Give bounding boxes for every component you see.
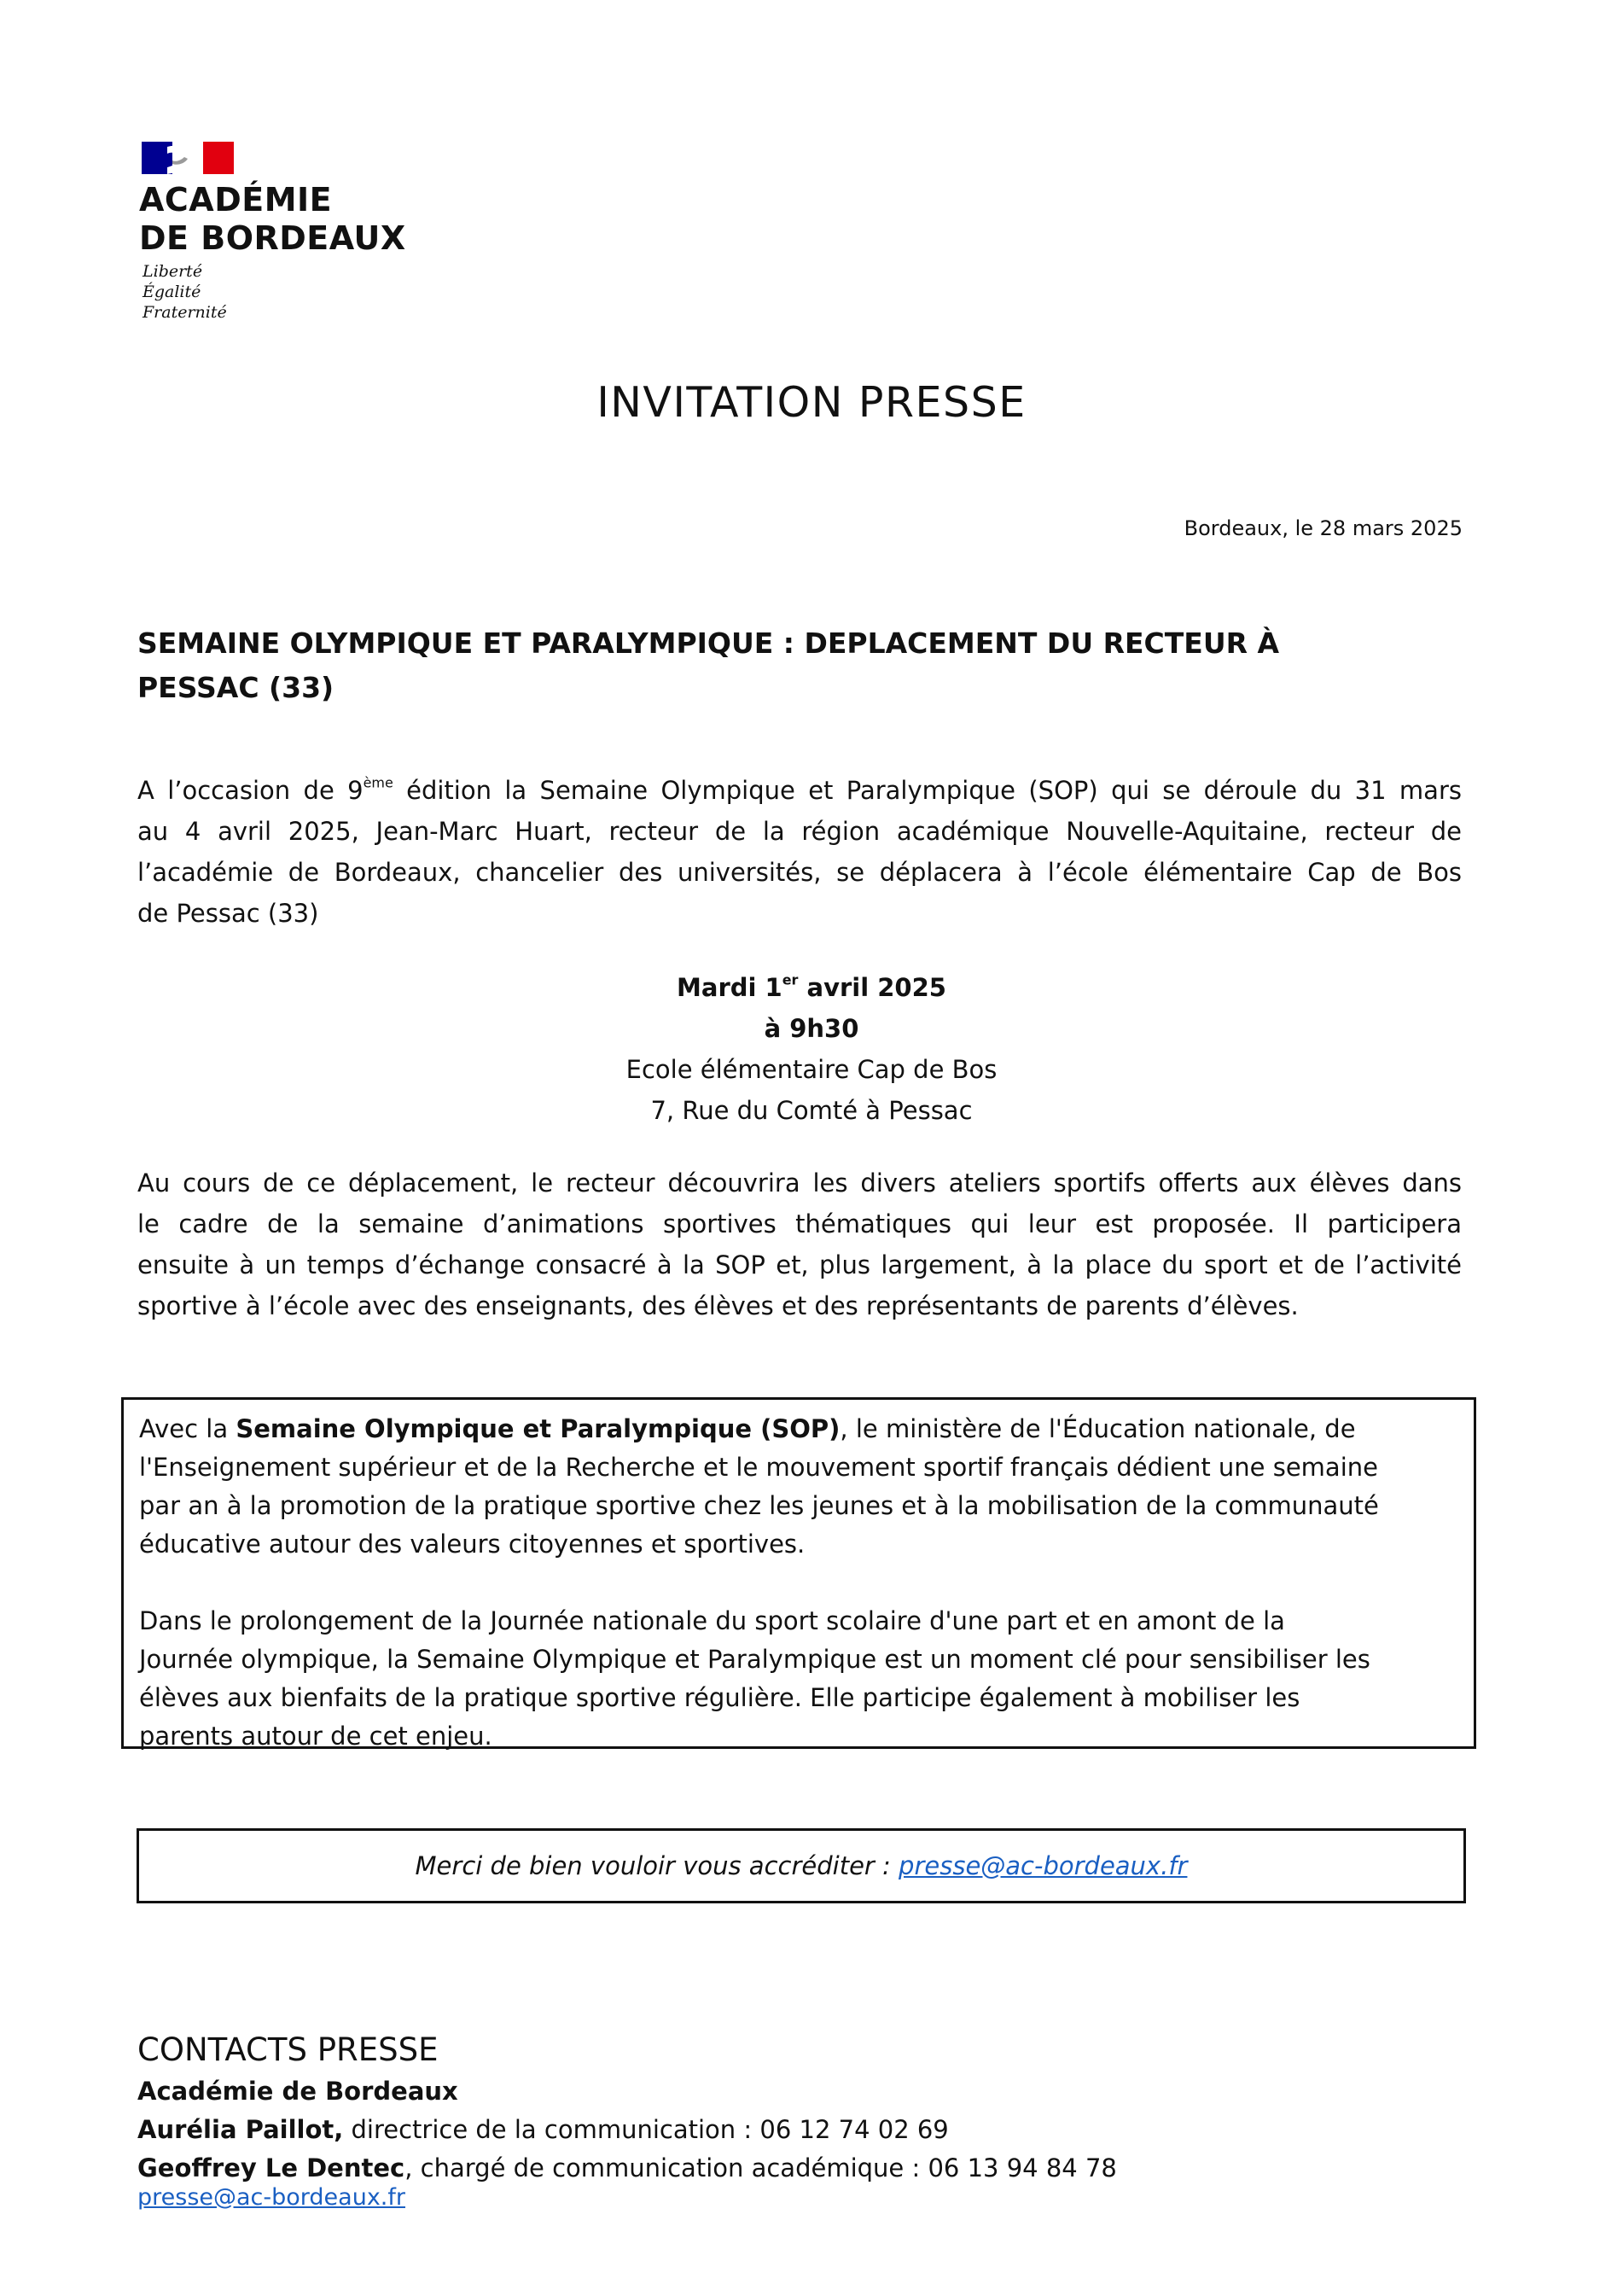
intro-line <box>137 770 1462 811</box>
intro-line: l’académie de Bordeaux, chancelier des universités, se déplacera à l’école élémentaire Cap de Bos <box>137 858 1462 887</box>
contact-organization <box>137 2072 458 2111</box>
event-day-superscript: er <box>782 971 799 988</box>
body-line: Au cours de ce déplacement, le recteur découvrira les divers ateliers sportifs offerts aux élèves dans <box>137 1168 1462 1198</box>
accreditation-email-link[interactable]: presse@ac-bordeaux.fr <box>899 1851 1188 1880</box>
institution-name-line2: DE BORDEAUX <box>139 219 406 257</box>
body-line: sportive à l’école avec des enseignants, des élèves et des représentants de parents d’élèves. <box>137 1291 1299 1320</box>
event-day-text: Mardi 1 <box>677 973 782 1002</box>
body-line: ensuite à un temps d’échange consacré à la SOP et, plus largement, à la place du sport et de l’activité <box>137 1250 1462 1279</box>
body-paragraph <box>137 1163 1462 1326</box>
box-text: Avec la <box>139 1414 236 1443</box>
box-text: , le ministère de l'Éducation nationale, de <box>840 1414 1356 1443</box>
contact-role: , chargé de communication académique : 06 13 94 84 78 <box>404 2153 1117 2182</box>
contact-name: Aurélia Paillot, <box>137 2115 344 2144</box>
box-line: éducative autour des valeurs citoyennes et sportives. <box>139 1530 806 1559</box>
institution-name <box>139 181 406 258</box>
box-line: Journée olympique, la Semaine Olympique et Paralympique est un moment clé pour sensibiliser les <box>139 1645 1370 1674</box>
republic-motto <box>143 261 227 323</box>
intro-paragraph <box>137 770 1462 934</box>
body-line: le cadre de la semaine d’animations sportives thématiques qui leur est proposée. Il participera <box>137 1209 1462 1238</box>
contact-email-link[interactable]: presse@ac-bordeaux.fr <box>137 2184 405 2211</box>
contact-row <box>137 2111 949 2149</box>
intro-line: de Pessac (33) <box>137 899 319 928</box>
document-title: INVITATION PRESSE <box>596 378 1027 427</box>
headline-line2: PESSAC (33) <box>137 671 334 704</box>
event-details <box>0 967 1623 1131</box>
event-time: à 9h30 <box>764 1014 859 1043</box>
paragraph-gap <box>139 1564 1467 1602</box>
institution-name-line1: ACADÉMIE <box>139 181 333 219</box>
box-line: Dans le prolongement de la Journée nationale du sport scolaire d'une part et en amont de la <box>139 1606 1285 1635</box>
event-place: Ecole élémentaire Cap de Bos <box>625 1055 998 1084</box>
motto-fraternite: Fraternité <box>143 303 227 322</box>
contact-role: directrice de la communication : 06 12 74 02 69 <box>343 2115 949 2144</box>
headline-line1: SEMAINE OLYMPIQUE ET PARALYMPIQUE : DEPLACEMENT DU RECTEUR À <box>137 626 1280 660</box>
accreditation-text: Merci de bien vouloir vous accréditer : <box>415 1851 899 1880</box>
event-address: 7, Rue du Comté à Pessac <box>650 1096 973 1125</box>
contacts-title: CONTACTS PRESSE <box>137 2031 439 2068</box>
intro-line: au 4 avril 2025, Jean-Marc Huart, recteur de la région académique Nouvelle-Aquitaine, recteur de <box>137 817 1462 846</box>
organization-name: Académie de Bordeaux <box>137 2077 458 2106</box>
contact-name: Geoffrey Le Dentec <box>137 2153 405 2182</box>
event-day-text: avril 2025 <box>798 973 946 1002</box>
sop-info-box <box>121 1397 1476 1749</box>
headline <box>137 621 1469 710</box>
accreditation-box <box>137 1828 1466 1903</box>
box-line: l'Enseignement supérieur et de la Recherche et le mouvement sportif français dédient une semaine <box>139 1453 1378 1482</box>
document-date: Bordeaux, le 28 mars 2025 <box>1184 516 1463 540</box>
marianne-logo-icon <box>142 142 234 174</box>
sop-info-text <box>139 1410 1467 1756</box>
box-line: élèves aux bienfaits de la pratique sportive régulière. Elle participe également à mobiliser les <box>139 1683 1300 1712</box>
intro-text: édition la Semaine Olympique et Paralympique (SOP) qui se déroule du 31 mars <box>393 776 1462 805</box>
box-line: par an à la promotion de la pratique sportive chez les jeunes et à la mobilisation de la communauté <box>139 1491 1379 1520</box>
motto-egalite: Égalité <box>143 283 201 301</box>
box-line <box>139 1410 1467 1448</box>
box-line: parents autour de cet enjeu. <box>139 1722 492 1751</box>
intro-text: A l’occasion de 9 <box>137 776 364 805</box>
motto-liberte: Liberté <box>143 262 203 281</box>
box-bold-text: Semaine Olympique et Paralympique (SOP) <box>236 1414 841 1443</box>
event-day <box>0 967 1623 1008</box>
intro-superscript: ème <box>363 774 393 791</box>
